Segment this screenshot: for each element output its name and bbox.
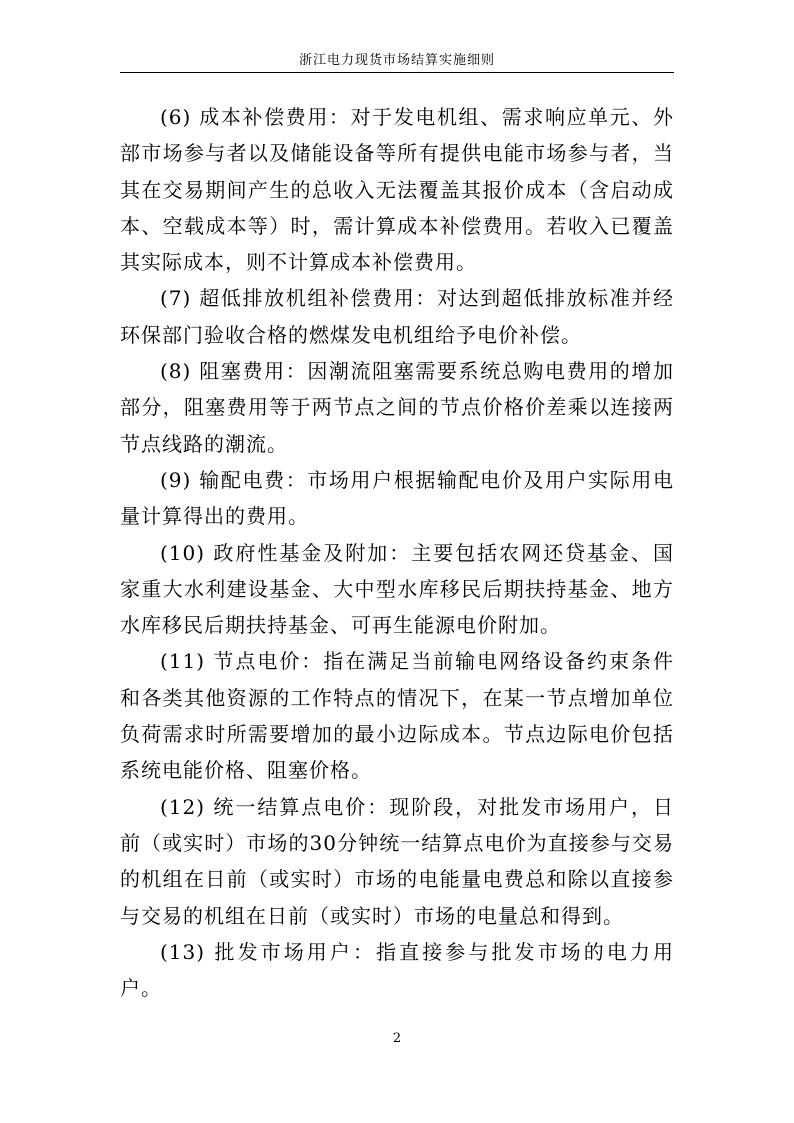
- paragraph-transmission-fee: (9) 输配电费：市场用户根据输配电价及用户实际用电量计算得出的费用。: [120, 467, 674, 529]
- header-divider: [120, 72, 674, 73]
- paragraph-unified-settlement-price: (12) 统一结算点电价：现阶段，对批发市场用户，日前（或实时）市场的30分钟统一结算点电价为直接参与交易的机组在日前（或实时）市场的电能量电费总和除以直接参与交易的机组在日前（或实时）市场的电量总和得到。: [120, 794, 674, 928]
- document-body: [120, 99, 674, 1006]
- paragraph-wholesale-users: (13) 批发市场用户：指直接参与批发市场的电力用户。: [120, 939, 674, 1001]
- running-header: 浙江电力现货市场结算实施细则: [298, 53, 495, 68]
- page-number: 2: [392, 1031, 402, 1046]
- paragraph-government-funds: (10) 政府性基金及附加：主要包括农网还贷基金、国家重大水利建设基金、大中型水库移民后期扶持基金、地方水库移民后期扶持基金、可再生能源电价附加。: [120, 540, 674, 638]
- paragraph-congestion-fee: (8) 阻塞费用：因潮流阻塞需要系统总购电费用的增加部分，阻塞费用等于两节点之间的节点价格价差乘以连接两节点线路的潮流。: [120, 359, 674, 456]
- paragraph-ultra-low-emission: (7) 超低排放机组补偿费用：对达到超低排放标准并经环保部门验收合格的燃煤发电机组给予电价补偿。: [120, 286, 674, 347]
- paragraph-cost-compensation: (6) 成本补偿费用：对于发电机组、需求响应单元、外部市场参与者以及储能设备等所有提供电能市场参与者，当其在交易期间产生的总收入无法覆盖其报价成本（含启动成本、空载成本等）时，需计算成本补偿费用。若收入已覆盖其实际成本，则不计算成本补偿费用。: [120, 105, 674, 275]
- paragraph-nodal-price: (11) 节点电价：指在满足当前输电网络设备约束条件和各类其他资源的工作特点的情况下，在某一节点增加单位负荷需求时所需要增加的最小边际成本。节点边际电价包括系统电能价格、阻塞价格。: [120, 649, 674, 783]
